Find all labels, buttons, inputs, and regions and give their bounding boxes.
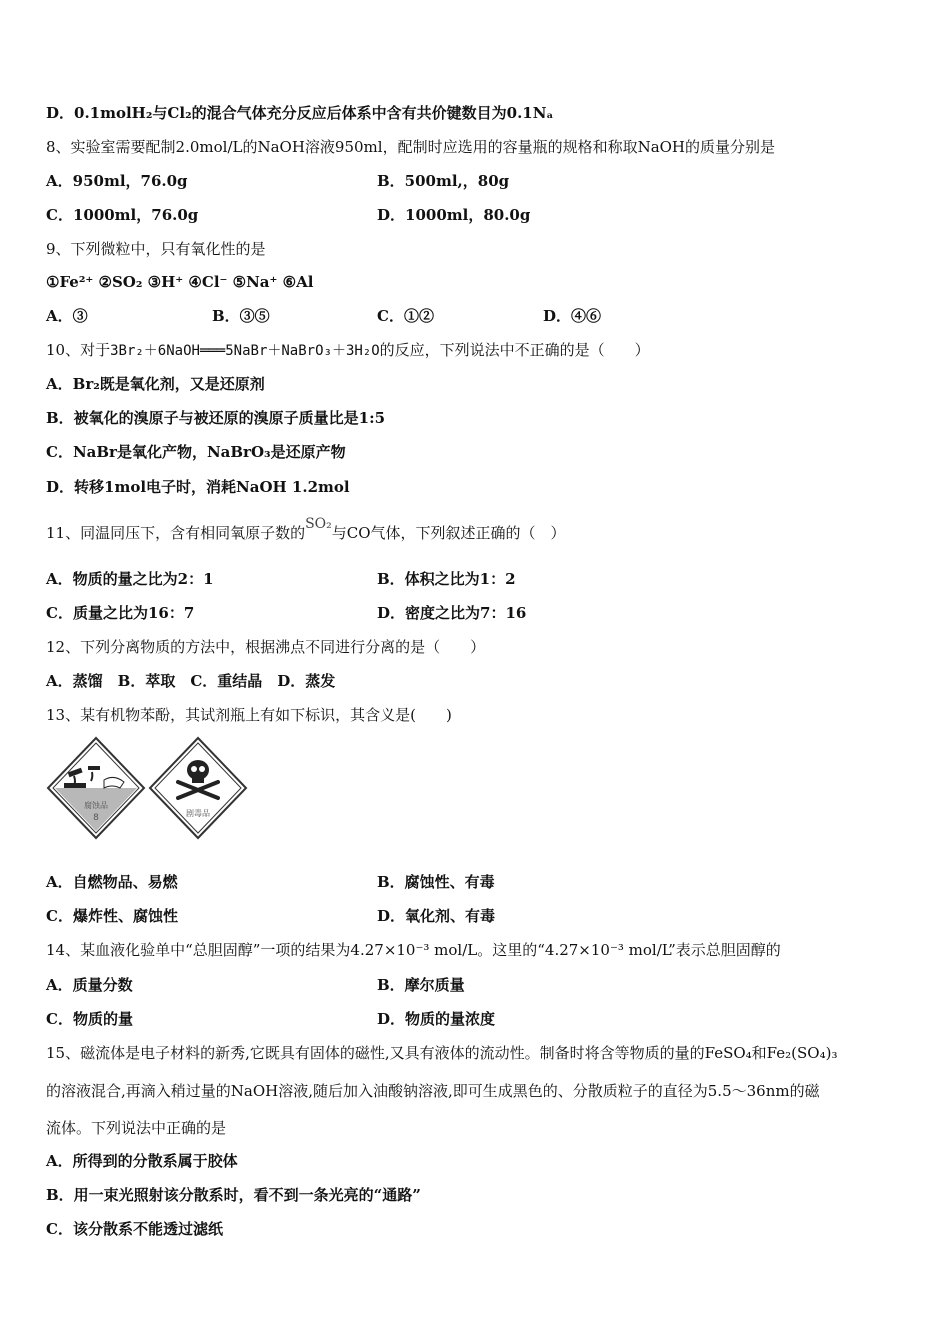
q10-option-b: B．被氧化的溴原子与被还原的溴原子质量比是1:5	[46, 409, 386, 427]
q10-stem-pre: 10、对于	[46, 341, 111, 359]
corrosive-label: 腐蚀品	[84, 801, 108, 810]
q9-option-c: C．①②	[377, 307, 434, 325]
q9-option-b: B．③⑤	[212, 307, 270, 325]
q9-option-a: A．③	[46, 307, 88, 325]
q15-stem-line2: 的溶液混合,再滴入稍过量的NaOH溶液,随后加入油酸钠溶液,即可生成黑色的、分散质粒子的直径为5.5～36nm的磁	[46, 1082, 820, 1100]
q9-items: ①Fe²⁺ ②SO₂ ③H⁺ ④Cl⁻ ⑤Na⁺ ⑥Al	[46, 273, 314, 291]
q7-option-d-label: D．	[46, 104, 75, 122]
q11-option-a: A．物质的量之比为2：1	[46, 570, 214, 588]
q12-options: A．蒸馏 B．萃取 C．重结晶 D．蒸发	[46, 672, 336, 690]
q11-option-b: B．体积之比为1：2	[377, 570, 516, 588]
q9-stem: 9、下列微粒中，只有氧化性的是	[46, 240, 266, 258]
q10-option-a: A．Br₂既是氧化剂，又是还原剂	[46, 375, 265, 393]
q13-option-c: C．爆炸性、腐蚀性	[46, 907, 178, 925]
q15-option-b: B．用一束光照射该分散系时，看不到一条光亮的“通路”	[46, 1186, 421, 1204]
q7-option-d-text: 0.1molH₂与Cl₂的混合气体充分反应后体系中含有共价键数目为0.1Nₐ	[74, 104, 554, 122]
q11-option-d: D．密度之比为7：16	[377, 604, 527, 622]
q15-option-a: A．所得到的分散系属于胶体	[46, 1152, 238, 1170]
q7-option-d	[46, 103, 553, 123]
q10-stem	[46, 340, 650, 361]
corrosive-class-number: 8	[93, 813, 99, 823]
q8-option-b: B．500ml,，80g	[377, 172, 510, 190]
q14-stem: 14、某血液化验单中“总胆固醇”一项的结果为4.27×10⁻³ mol/L。这里的“4.27×10⁻³ mol/L”表示总胆固醇的	[46, 941, 781, 959]
q9-option-d: D．④⑥	[543, 307, 602, 325]
q8-option-d: D．1000ml，80.0g	[377, 206, 531, 224]
q13-option-b: B．腐蚀性、有毒	[377, 873, 495, 891]
corrosive-icon	[46, 736, 146, 840]
q10-option-d: D．转移1mol电子时，消耗NaOH 1.2mol	[46, 478, 350, 496]
q11-stem	[46, 516, 566, 544]
q13-option-a: A．自燃物品、易燃	[46, 873, 178, 891]
q15-stem-line3: 流体。下列说法中正确的是	[46, 1119, 227, 1137]
q10-reaction: 3Br₂＋6NaOH═══5NaBr＋NaBrO₃＋3H₂O	[110, 343, 380, 359]
q13-stem: 13、某有机物苯酚，其试剂瓶上有如下标识，其含义是( )	[46, 706, 452, 724]
q14-option-c: C．物质的量	[46, 1010, 133, 1028]
q14-option-b: B．摩尔质量	[377, 976, 465, 994]
q11-option-c: C．质量之比为16：7	[46, 604, 195, 622]
toxic-label: 剧毒品	[186, 809, 210, 818]
q11-stem-pre: 11、同温同压下，含有相同氧原子数的	[46, 524, 306, 542]
q15-stem-line1: 15、磁流体是电子材料的新秀,它既具有固体的磁性,又具有液体的流动性。制备时将含等物质的量的FeSO₄和Fe₂(SO₄)₃	[46, 1044, 838, 1062]
q8-option-a: A．950ml，76.0g	[46, 172, 188, 190]
q11-so2-formula: SO₂	[305, 516, 332, 532]
hazard-symbols	[46, 736, 250, 840]
q14-option-d: D．物质的量浓度	[377, 1010, 496, 1028]
toxic-icon	[148, 736, 248, 840]
q12-stem: 12、下列分离物质的方法中，根据沸点不同进行分离的是（ ）	[46, 638, 486, 656]
q14-option-a: A．质量分数	[46, 976, 133, 994]
q11-stem-post: 与CO气体，下列叙述正确的（ ）	[331, 524, 566, 542]
q8-stem: 8、实验室需要配制2.0mol/L的NaOH溶液950ml，配制时应选用的容量瓶的规格和称取NaOH的质量分别是	[46, 138, 776, 156]
q15-option-c: C．该分散系不能透过滤纸	[46, 1220, 223, 1238]
q8-option-c: C．1000ml，76.0g	[46, 206, 199, 224]
q10-stem-post: 的反应，下列说法中不正确的是（ ）	[379, 341, 650, 359]
q13-option-d: D．氧化剂、有毒	[377, 907, 496, 925]
q10-option-c: C．NaBr是氧化产物，NaBrO₃是还原产物	[46, 443, 346, 461]
